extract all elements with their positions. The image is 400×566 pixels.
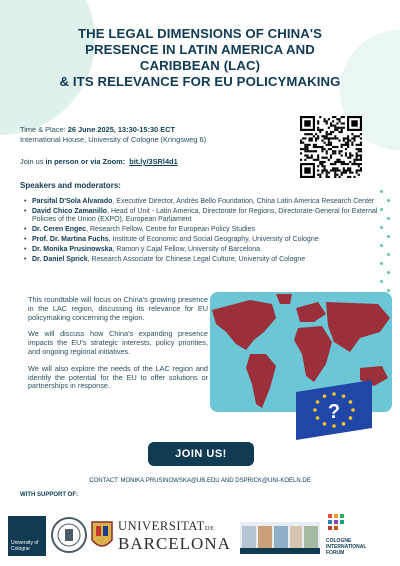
speaker-item — [24, 236, 380, 245]
speaker-name: Dr. Ceren Engec — [32, 226, 87, 234]
university-seal-logo — [50, 514, 88, 556]
speakers-heading: Speakers and moderators: — [20, 181, 121, 190]
speaker-role: , Research Associate for Chinese Legal Culture, University of Cologne — [87, 255, 306, 263]
time-label: Time & Place: — [20, 125, 68, 134]
speaker-item — [24, 246, 380, 255]
eu-star — [342, 422, 346, 426]
eu-star — [351, 408, 355, 412]
speaker-name: Dr. Daniel Sprick — [32, 255, 88, 263]
eu-star — [316, 400, 320, 404]
eu-star — [313, 408, 317, 412]
description-paragraph: We will also explore the needs of the LAC region and identify the potential for the EU to offer solutions or partnerships in response. — [28, 363, 208, 391]
event-description — [28, 296, 208, 399]
speaker-role: , Research Fellow, Centre for European Policy Studies — [86, 226, 255, 234]
speaker-name: David Chico Zamanillo — [32, 207, 108, 215]
speaker-item — [24, 226, 380, 235]
description-paragraph: We will discuss how China's expanding presence impacts the EU's strategic interests, policy priorities, and ongoing regional initiatives. — [28, 329, 208, 356]
speaker-role: , Institute of Economic and Social Geography, University of Cologne — [108, 235, 319, 243]
eu-star — [332, 392, 336, 396]
page-title — [20, 26, 380, 90]
question-mark: ? — [327, 401, 341, 423]
eu-star — [323, 422, 327, 426]
time-place — [20, 125, 280, 135]
eu-star — [316, 416, 320, 420]
university-shield-logo — [90, 516, 114, 556]
support-heading: WITH SUPPORT OF: — [20, 492, 78, 498]
ub-logo-line2: BARCELONA — [118, 534, 231, 553]
speaker-role: , Executive Director, Andrés Bello Foundation, China Latin America Research Center — [112, 198, 375, 205]
join-mode: in person or via Zoom: — [45, 157, 126, 166]
sponsor-logos — [8, 506, 396, 560]
title-line: PRESENCE IN LATIN AMERICA AND — [85, 42, 315, 57]
ub-logo-line1: UNIVERSITATDE — [118, 519, 215, 533]
event-place: International House, University of Cologne (Kringsweg 6) — [20, 135, 207, 144]
join-us-button[interactable]: JOIN US! — [148, 442, 254, 466]
university-of-cologne-logo: University of Cologne — [8, 516, 46, 556]
university-of-barcelona-logo — [118, 520, 236, 556]
speaker-item — [24, 198, 380, 207]
speaker-name: Prof. Dr. Martina Fuchs — [32, 235, 109, 243]
event-date: 26 June 2025, 13:30-15:30 ECT — [67, 125, 176, 134]
zoom-link[interactable]: bit.ly/3SRl4d1 — [129, 157, 178, 166]
speakers-list — [24, 198, 380, 265]
eu-flag-image — [292, 380, 376, 440]
speaker-role: , Ramon y Cajal Fellow, University of Barcelona — [112, 245, 260, 253]
eu-star — [323, 394, 327, 398]
eu-star — [349, 416, 353, 420]
contact-info: CONTACT: MONIKA.PRUSINOWSKA@UB.EDU AND DSPRICK@UNI-KOELN.DE — [89, 478, 311, 484]
title-line: & ITS RELEVANCE FOR EU POLICYMAKING — [59, 74, 341, 89]
speaker-item — [24, 208, 380, 225]
join-info — [20, 157, 280, 167]
title-line: THE LEGAL DIMENSIONS OF CHINA'S — [77, 26, 323, 41]
eu-star — [349, 400, 353, 404]
cif-icon — [326, 512, 394, 536]
join-prefix: Join us — [20, 157, 46, 166]
speaker-name: Parsifal D'Sola Alvarado — [32, 198, 113, 205]
title-line: CARIBBEAN (LAC) — [139, 58, 261, 73]
description-paragraph: This roundtable will focus on China's growing presence in the LAC region, discussing its relevance for EU policymaking concerning the region. — [28, 295, 208, 322]
eu-star — [342, 394, 346, 398]
eu-star — [332, 424, 336, 428]
speaker-name: Dr. Monika Prusinowska — [32, 245, 113, 253]
event-info — [20, 125, 280, 167]
cologne-international-forum-logo: COLOGNE INTERNATIONAL FORUM — [326, 512, 394, 558]
speaker-role: , Head of Unit - Latin America, Directorate for Regions, Directorate-General for External Policies of the Union (EXPO), European Parliament — [32, 207, 378, 224]
speaker-item — [24, 256, 380, 265]
qr-code[interactable] — [300, 116, 362, 178]
partner-banner-logo — [240, 522, 320, 554]
